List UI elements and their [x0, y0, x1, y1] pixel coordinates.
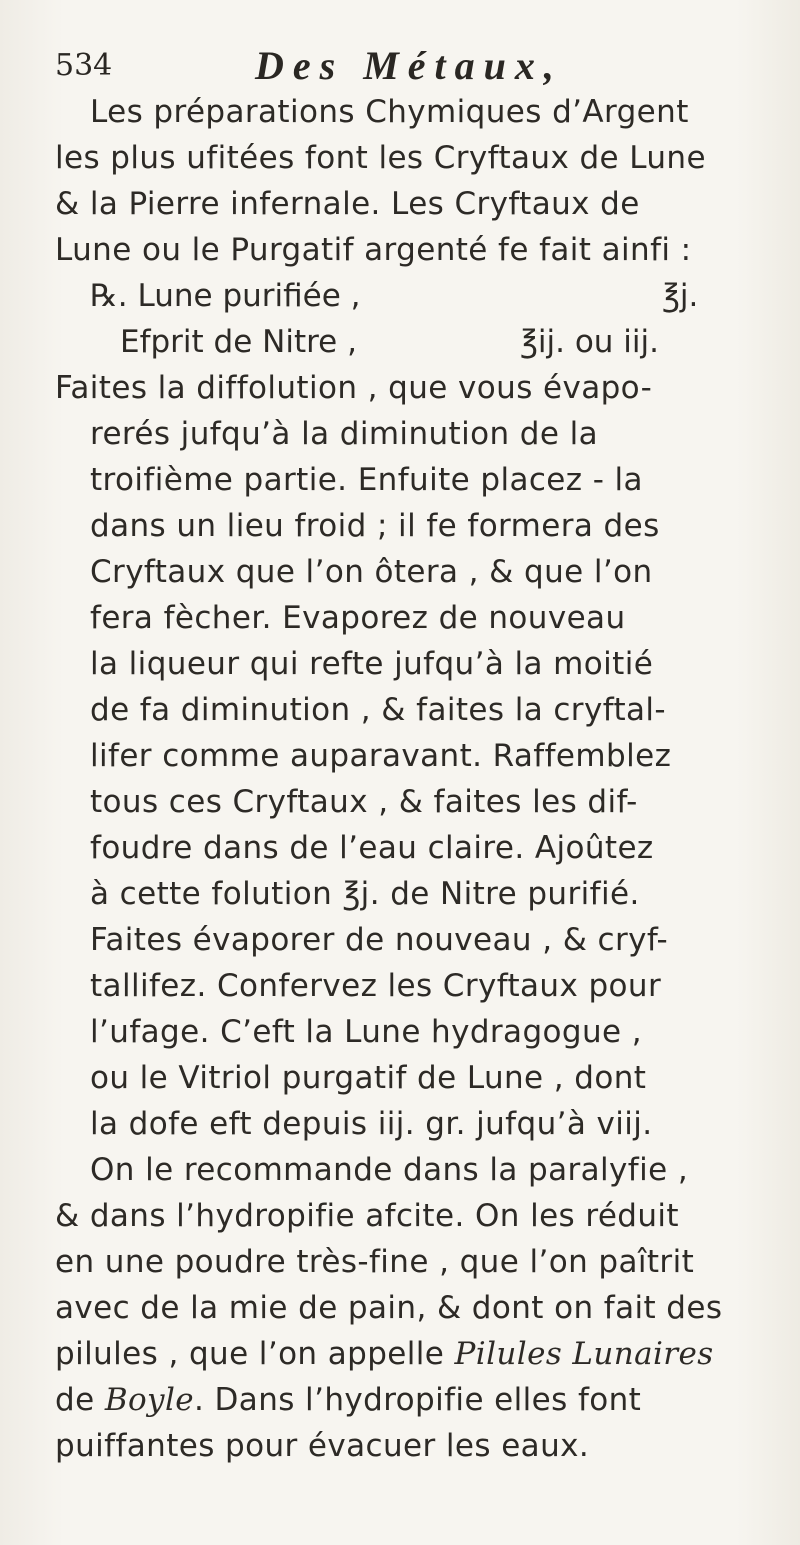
text-line: tallifez. Confervez les Cryftaux pour: [90, 968, 662, 1004]
text-segment: de: [55, 1382, 105, 1418]
page-header: [55, 42, 745, 98]
text-line: ou le Vitriol purgatif de Lune , dont: [90, 1060, 647, 1096]
text-line: de fa diminution , & faites la cryftal-: [90, 692, 667, 728]
page-number: 534: [55, 48, 113, 83]
text-line: Cryftaux que l’on ôtera , & que l’on: [90, 554, 653, 590]
recipe-amount: ℥ij. ou iij.: [520, 324, 660, 360]
text-line: Lune ou le Purgatif argenté fe fait ainfi :: [55, 232, 692, 268]
text-line: en une poudre très-fine , que l’on paîtrit: [55, 1244, 695, 1280]
text-line: & la Pierre infernale. Les Cryftaux de: [55, 186, 640, 222]
text-line: On le recommande dans la paralyfie ,: [90, 1152, 689, 1188]
recipe-amount: ℥j.: [662, 278, 699, 314]
text-line: troifième partie. Enfuite placez - la: [90, 462, 643, 498]
text-line: tous ces Cryftaux , & faites les dif-: [90, 784, 638, 820]
text-line: l’ufage. C’eft la Lune hydragogue ,: [90, 1014, 643, 1050]
text-line: Faites la diffolution , que vous évapo-: [55, 370, 653, 406]
text-line: Les préparations Chymiques d’Argent: [90, 94, 689, 130]
italic-name: Boyle: [104, 1382, 195, 1418]
text-line: Faites évaporer de nouveau , & cryf-: [90, 922, 669, 958]
text-line: la dofe eft depuis iij. gr. jufqu’à viij.: [90, 1106, 653, 1142]
running-title: Des Métaux,: [255, 43, 563, 88]
text-line: [55, 1336, 714, 1372]
text-segment: pilules , que l’on appelle: [55, 1336, 455, 1372]
recipe-item: ℞. Lune purifiée ,: [90, 278, 361, 314]
text-line: les plus ufitées font les Cryftaux de Lune: [55, 140, 706, 176]
text-line: & dans l’hydropifie afcite. On les réduit: [55, 1198, 679, 1234]
text-line: rerés jufqu’à la diminution de la: [90, 416, 598, 452]
text-line: lifer comme auparavant. Raffemblez: [90, 738, 672, 774]
text-line: [55, 1382, 641, 1418]
text-line: avec de la mie de pain, & dont on fait des: [55, 1290, 723, 1326]
recipe-item: Efprit de Nitre ,: [120, 324, 357, 360]
italic-term: Pilules Lunaires: [454, 1336, 714, 1372]
text-line: puiffantes pour évacuer les eaux.: [55, 1428, 590, 1464]
text-line: à cette folution ℥j. de Nitre purifié.: [90, 876, 640, 912]
text-line: fera fècher. Evaporez de nouveau: [90, 600, 626, 636]
text-segment: . Dans l’hydropifie elles font: [194, 1382, 642, 1418]
text-line: la liqueur qui refte jufqu’à la moitié: [90, 646, 654, 682]
text-line: foudre dans de l’eau claire. Ajoûtez: [90, 830, 654, 866]
text-line: dans un lieu froid ; il fe formera des: [90, 508, 660, 544]
